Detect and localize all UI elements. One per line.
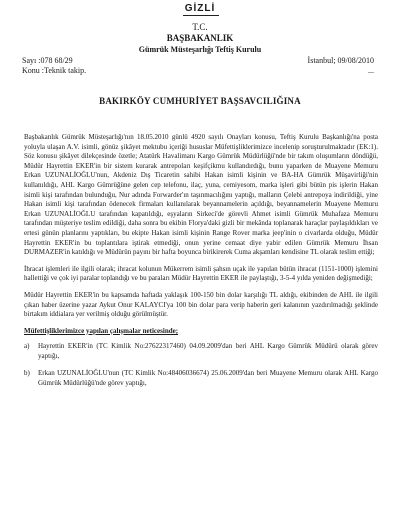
subject-line: Konu :Teknik takip.	[22, 66, 87, 75]
place-date-block	[308, 56, 374, 76]
classification-underline	[183, 15, 219, 16]
letterhead-org: BAŞBAKANLIK	[166, 33, 234, 43]
paragraph-1: Başbakanlık Gümrük Müsteşarlığı'nın 18.05.2010 günlü 4920 sayılı Onayları konusu, Teftiş Kurulu Başkanlığı'na posta yoluyla ulaşan A.V. isimli, gönüz şikâyet mektubu içeriği hususlar Müfettişliklerimizce incelenip soruşturulmaktadır (EK:1). Söz konusu şikâyet dilekçesinde özetle; Atatürk Havalimanı Kargo Gümrük Müdürlüğü'nde bir takım oluşumların döndüğü, Müdür Hayrettin EKER'in bir sistem kurarak antrepoları keşifçikmu kullandırdığı, bunu yaparken de Muayene Memuru Erkan UZUNALİOĞLU'nun, Akdeniz Dış Ticaretin sahibi Hakan isimli kişinin ve BA-HA Gümrük Müşavirliği'nin kullanıldığı, AHL Kargo Gümrüğüne gelen cep telefonu, ilaç, yuna, cemiyesom, marka işleri gibi bütün pis işlerin Hakan isimli kişi tarafından bulunduğu, Nur adında Forwarder'ın taşınmacılığını yaptığı, malların Çelebi antrepoya indirildiği, yine Hakan isimli kişi tarafından ödenecek firmaları kullanılarak beyannamelerin açıldığı, beyannamelerin Muayene Memuru Erkan UZUNALİOĞLU tarafından kapatıldığı, eşyaların Sirkeci'de görevli Ahmet isimli Gümrük Muhafaza Memuru tarafından müşteriye teslim edildiği, daha sonra bu ekibin Florya'daki gizli bir mekânda toplanarak haraçlar paylaşıldıkları ve ertesi günün planlarını yaptıkları, bu ekipte Hakan isimli kişinin Range Rover marka jeep'inin o civarlarda olduğu, Müdür Hayrettin EKER'in bu toplantılara iştirak etmediği, onun yerine cemaat diye yabir edilen Gümrük Memuru İhsan DURMAZER'in katıldığı ve Müdürün payını bir hafta boyunca birikirerek Cuma akşamları kendisine TL olarak teslim ettiği;	[24, 133, 378, 257]
list-item-text: Hayrettin EKER'in (TC Kimlik No:27622317460) 04.09.2009'dan beri AHL Kargo Gümrük Müdürü olarak görev yaptığı,	[38, 342, 378, 360]
reference-number: Sayı :078 68/29	[22, 56, 73, 65]
classification-mark: GİZLİ	[184, 3, 216, 14]
addressee-heading: BAKIRKÖY CUMHURİYET BAŞSAVCILIĞINA	[99, 96, 301, 106]
findings-subheading: Müfettişliklerimizce yapılan çalışmalar neticesinde;	[24, 326, 179, 335]
reference-block	[22, 56, 86, 76]
list-item	[24, 342, 378, 361]
letterhead-unit: Gümrük Müsteşarlığı Teftiş Kurulu	[138, 45, 262, 54]
letterhead-state: T.C.	[192, 22, 208, 32]
list-item-marker: b)	[24, 369, 30, 378]
place-date-extra: ...	[368, 66, 374, 75]
letter-body	[24, 133, 378, 397]
letterhead	[0, 22, 400, 55]
list-item-marker: a)	[24, 342, 30, 351]
place-date: İstanbul; 09/08/2010	[307, 56, 374, 65]
list-item	[24, 369, 378, 388]
paragraph-3: Müdür Hayrettin EKER'in bu kapsamda haftada yaklaşık 100-150 bin dolar karşılığı TL aldığı, ekibinden de AHL ile ilgili çıkan haber üzerine yazar Aykut Onur KALAYCI'ya 100 bin dolar para verip haberin geri kalanının yazdırılmadığı şeklinde birtakım iddialara yer verilmiş olduğu görülmüştür.	[24, 290, 378, 319]
paragraph-2: İhracat işlemleri ile ilgili olarak; ihracat kolunun Mükerrem isimli şahsın uçak ile yapılan bütün ihracat (1151-1000) işlemini hallettiği ve çok iyi paralar toplandığı ve bu paraları Müdür Hayrettin EKER ile paylaştığı, 3-5-4 yılda yeniden değişmediği;	[24, 264, 378, 283]
list-item-text: Erkan UZUNALİOĞLU'nun (TC Kimlik No:48406036674) 25.06.2009'dan beri Muayene Memuru olarak AHL Kargo Gümrük Müdürlüğü'nde görev yaptığı,	[38, 369, 378, 388]
